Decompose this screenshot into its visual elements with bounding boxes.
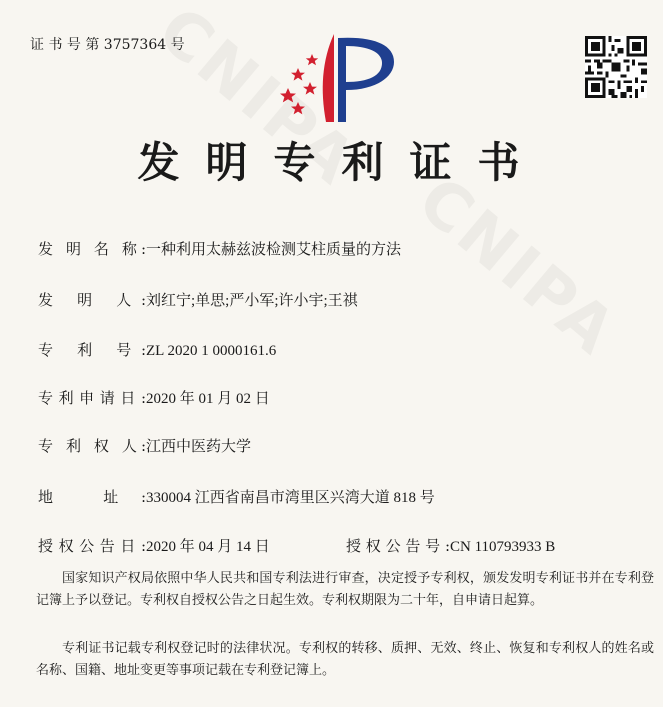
field-invention-name [38, 238, 401, 259]
field-label: 授权公告日: [38, 537, 146, 555]
field-label: 专利申请日: [38, 389, 146, 407]
field-value: 一种利用太赫兹波检测艾柱质量的方法 [146, 242, 402, 258]
field-label: 发 明 名 称: [38, 240, 146, 258]
field-value: ZL 2020 1 0000161.6 [146, 343, 277, 359]
field-patentee [38, 435, 251, 456]
field-inventors [38, 289, 358, 310]
field-grant-number [346, 535, 555, 556]
field-label: 地 址: [38, 488, 146, 506]
field-value: 330004 江西省南昌市湾里区兴湾大道 818 号 [146, 490, 435, 506]
field-value: 江西中医药大学 [146, 439, 252, 455]
qr-code-icon [585, 36, 647, 98]
field-label: 发 明 人: [38, 291, 146, 309]
field-value: 刘红宁;单思;严小军;许小宇;王祺 [146, 293, 358, 309]
field-filing-date [38, 387, 270, 408]
field-label: 授权公告号: [346, 537, 450, 555]
field-value: 2020 年 01 月 02 日 [146, 391, 270, 407]
field-address [38, 486, 435, 507]
legal-paragraph: 专利证书记载专利权登记时的法律状况。专利权的转移、质押、无效、终止、恢复和专利权人的姓名或名称、国籍、地址变更等事项记载在专利登记簿上。 [36, 641, 654, 678]
field-label: 专 利 权 人: [38, 437, 146, 455]
field-grant-date [38, 535, 270, 556]
cnipa-logo-icon [276, 30, 406, 122]
watermark [404, 163, 632, 371]
field-value: 2020 年 04 月 14 日 [146, 539, 270, 555]
field-patent-number [38, 339, 276, 360]
field-label: 专 利 号: [38, 341, 146, 359]
certificate-number: 证 书 号 第 3757364 号 [30, 37, 185, 53]
legal-paragraph: 国家知识产权局依照中华人民共和国专利法进行审查，决定授予专利权，颁发发明专利证书并在专利登记簿上予以登记。专利权自授权公告之日起生效。专利权期限为二十年，自申请日起算。 [36, 571, 654, 608]
page-title: 发明专利证书 [137, 138, 546, 187]
field-value: CN 110793933 B [450, 539, 556, 555]
